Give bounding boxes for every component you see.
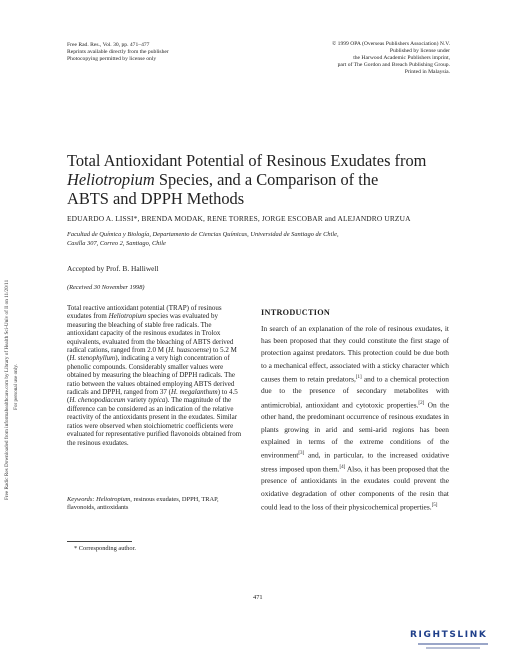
copyright-line: © 1999 OPA (Overseas Publishers Association) N.V. — [332, 41, 450, 47]
abstract: Total reactive antioxidant potential (TRAP) of resinous exudates from Heliotropium species was evaluated by measuring the bleaching of stable free radicals. The antioxidant capacity of the resinous exudates in Trolox equivalents, evaluated from the bleaching of ABTS derived radical cations, ranged from 2.0 M (H. huascoense) to 5.2 M (H. stenophyllum), indicating a very high concentration of phenolic compounds. Considerably smaller values were obtained by measuring the bleaching of DPPH radicals. The ratio between the values obtained employing ABTS derived radicals and DPPH, ranged from 37 (H. megalanthum) to 4.5 (H. chenopodiaceum variety typica). The magnitude of the difference can be considered as an indication of the relative reactivity of the antioxidants present in the exudates. Similar ratios were observed when stoichiometric coefficients were evaluated for representative purified flavonoids obtained from the resinous exudates. — [67, 304, 242, 447]
section-heading-introduction: INTRODUCTION — [261, 308, 331, 317]
corresponding-author-note: * Corresponding author. — [74, 545, 136, 552]
photocopy-note: Photocopying permitted by license only — [67, 56, 157, 62]
reprints-note: Reprints available directly from the publisher — [67, 49, 169, 55]
group-line: part of The Gordon and Breach Publishing Group. — [337, 62, 450, 68]
logo-tagline-bar-2 — [426, 647, 480, 649]
personal-use-notice: For personal use only. — [13, 364, 19, 410]
journal-citation — [67, 42, 169, 63]
journal-ref: Free Rad. Res., Vol. 30, pp. 471–477 — [67, 42, 150, 48]
license-line: Published by license under — [389, 48, 450, 54]
imprint-line: the Harwood Academic Publishers imprint, — [353, 55, 450, 61]
page-number: 471 — [253, 594, 263, 601]
logo-tagline-bar — [418, 643, 488, 645]
publisher-notice — [290, 41, 450, 76]
received-date: (Received 30 November 1998) — [67, 284, 145, 291]
download-watermark — [2, 170, 22, 500]
affiliation: Facultad de Química y Biología, Departamento de Ciencias Químicas, Universidad de Santiago de Chile, Casilla 307, Correo 2, Santiago, Chile — [67, 231, 339, 247]
title-genus: Heliotropium — [67, 170, 155, 189]
keywords: Keywords: Heliotropium, resinous exudates, DPPH, TRAP, flavonoids, antioxidants — [67, 496, 219, 512]
rightslink-wordmark: RIGHTSLINK — [410, 630, 488, 640]
paper-title: Total Antioxidant Potential of Resinous Exudates from Heliotropium Species, and a Comparison of the ABTS and DPPH Methods — [67, 151, 427, 208]
accepted-by: Accepted by Prof. B. Halliwell — [67, 264, 159, 273]
footnote-rule — [67, 541, 132, 542]
author-list: EDUARDO A. LISSI*, BRENDA MODAK, RENE TORRES, JORGE ESCOBAR and ALEJANDRO URZUA — [67, 214, 411, 223]
download-notice: Free Radic Res Downloaded from informahealthcare.com by Library of Health Sci-Univ of Il on 11/20/11 — [4, 279, 10, 500]
rightslink-logo[interactable] — [410, 630, 500, 654]
introduction-paragraph: In search of an explanation of the role of resinous exudates, it has been proposed that they could constitute the first stage of protection against predators. This protection could be due both to a mechanical effect, associated with a sticky character which causes them to retain predators,[1] and to a chemical protection due to the presence of secondary metabolites with antimicrobial, antioxidant and cytotoxic properties.[2] On the other hand, the predominant occurrence of resinous exudates in plants growing in arid and semi-arid regions has been explained in terms of the extreme conditions of the environment[3] and, in particular, to the increased oxidative stress imposed upon them.[4] Also, it has been proposed that the presence of antioxidants in the exudates could prevent the oxidative degradation of other components of the resin that could lead to the loss of their physicochemical properties.[5] — [261, 324, 450, 512]
printed-line: Printed in Malaysia. — [404, 69, 450, 75]
